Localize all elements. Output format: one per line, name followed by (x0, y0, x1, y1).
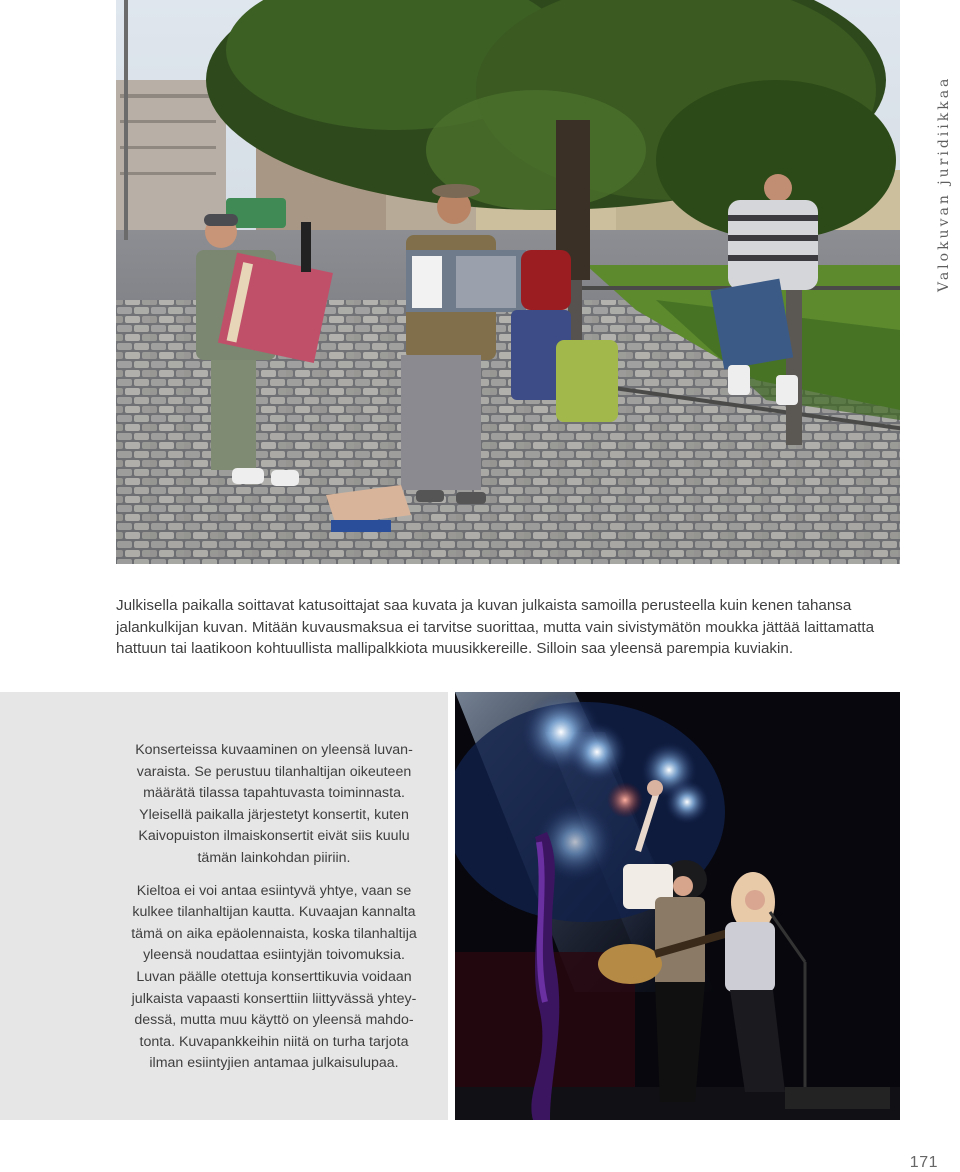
sidebar-line: Luvan päälle otettuja konserttikuvia voidaan (136, 968, 412, 985)
photo-caption: Julkisella paikalla soittavat katusoittajat saa kuvata ja kuvan julkaista samoilla perusteella kuin kenen tahansa jalankulkijan kuvan. Mitään kuvausmaksua ei tarvitse suorittaa, mutta vain sivistymätön moukka jättää laittamatta hattuun tai laatikoon kohtuullista mallipalkkiota muusikkereille. Silloin saa yleensä parempia kuviakin. (116, 597, 875, 658)
sidebar-line: julkaista vapaasti konserttiin liittyvässä yhtey- (131, 990, 417, 1007)
sidebar-line: dessä, mutta muu käyttö on yleensä mahdo- (134, 1012, 414, 1029)
page-number: 171 (909, 1154, 938, 1171)
sidebar-line: kulkee tilanhaltijan kautta. Kuvaajan kannalta (132, 904, 416, 921)
sidebar-line: tämä on aika epäolennaista, koska tilanhaltija (131, 925, 417, 942)
sidebar-line: yleensä noudattaa esiintyjän toivomuksia. (143, 947, 405, 964)
sidebar-line: Yleisellä paikalla järjestetyt konsertit, kuten (139, 806, 409, 823)
sidebar-line: Konserteissa kuvaaminen on yleensä luvan- (135, 742, 413, 758)
sidebar-line: Kaivopuiston ilmaiskonsertit eivät siis kuulu (138, 828, 410, 845)
sidebar-line: tämän lainkohdan piiriin. (197, 849, 351, 866)
street-musicians-photo (116, 0, 900, 564)
running-head: Valokuvan juridiikkaa (936, 75, 952, 292)
sidebar-line: tonta. Kuvapankkeihin niitä on turha tarjota (139, 1033, 409, 1050)
sidebar-paragraph-2 (112, 881, 436, 1075)
sidebar-line: ilman esiintyjien antamaa julkaisulupaa. (149, 1055, 399, 1072)
sidebar-line: varaista. Se perustuu tilanhaltijan oikeuteen (136, 763, 412, 780)
sidebar-line: määrätä tilassa tapahtuvasta toiminnasta. (143, 785, 405, 802)
sidebar-paragraph-1 (112, 740, 436, 870)
concert-photo (455, 692, 900, 1120)
sidebar-line: Kieltoa ei voi antaa esiintyvä yhtye, vaan se (136, 882, 412, 899)
sidebar-box (0, 692, 448, 1120)
sidebar-text (112, 740, 436, 1075)
